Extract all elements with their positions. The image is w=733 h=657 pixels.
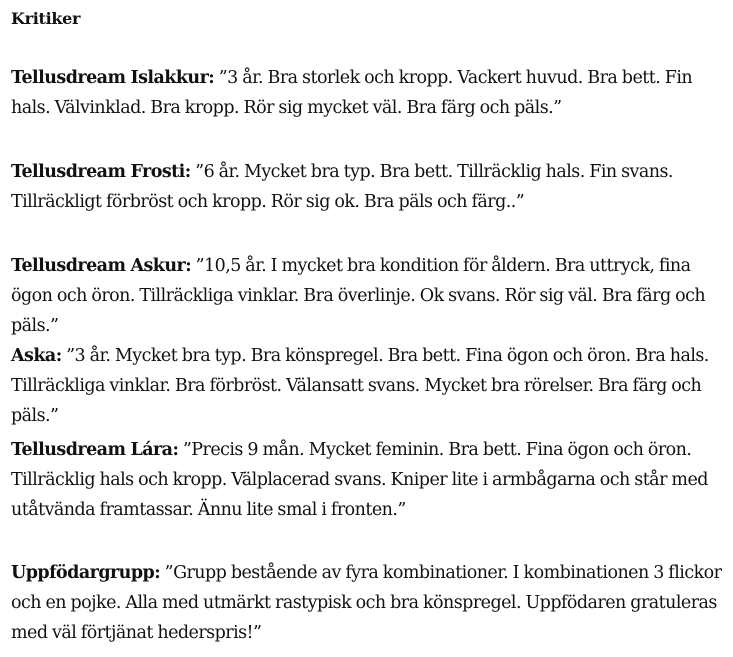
critique-text: ”6 år. Mycket bra typ. Bra bett. Tillräcklig hals. Fin svans. Tillräckligt förbröst och kropp. Rör sig ok. Bra päls och färg..” [11, 162, 673, 212]
dog-name: Tellusdream Lára: [11, 440, 179, 460]
critique-entry [11, 558, 723, 648]
critique-entry [11, 251, 723, 341]
page-title: Kritiker [11, 9, 81, 28]
dog-name: Tellusdream Islakkur: [11, 68, 215, 88]
critique-text: ”3 år. Bra storlek och kropp. Vackert huvud. Bra bett. Fin hals. Välvinklad. Bra kropp. Rör sig mycket väl. Bra färg och päls.” [11, 68, 693, 118]
critique-entry [11, 63, 723, 123]
dog-name: Tellusdream Frosti: [11, 162, 191, 182]
dog-name: Aska: [11, 346, 62, 366]
dog-name: Tellusdream Askur: [11, 256, 192, 276]
critique-entry [11, 341, 723, 431]
critique-text: ”10,5 år. I mycket bra kondition för åldern. Bra uttryck, fina ögon och öron. Tillräckliga vinklar. Bra överlinje. Ok svans. Rör sig väl. Bra färg och päls.” [11, 256, 706, 336]
critique-entry [11, 157, 723, 217]
critique-text: ”Precis 9 mån. Mycket feminin. Bra bett. Fina ögon och öron. Tillräcklig hals och kropp. Välplacerad svans. Kniper lite i armbågarna och står med utåtvända framtassar. Ännu lite smal i fronten.” [11, 440, 708, 520]
critique-text: ”Grupp bestående av fyra kombinationer. I kombinationen 3 flickor och en pojke. Alla med utmärkt rastypisk och bra könspregel. Uppfödaren gratuleras med väl förtjänat hederspris!” [11, 563, 722, 643]
breeder-group-name: Uppfödargrupp: [11, 563, 161, 583]
critique-text: ”3 år. Mycket bra typ. Bra könspregel. Bra bett. Fina ögon och öron. Bra hals. Tillräckliga vinklar. Bra förbröst. Välansatt svans. Mycket bra rörelser. Bra färg och päls.” [11, 346, 709, 426]
critique-entry [11, 435, 723, 525]
